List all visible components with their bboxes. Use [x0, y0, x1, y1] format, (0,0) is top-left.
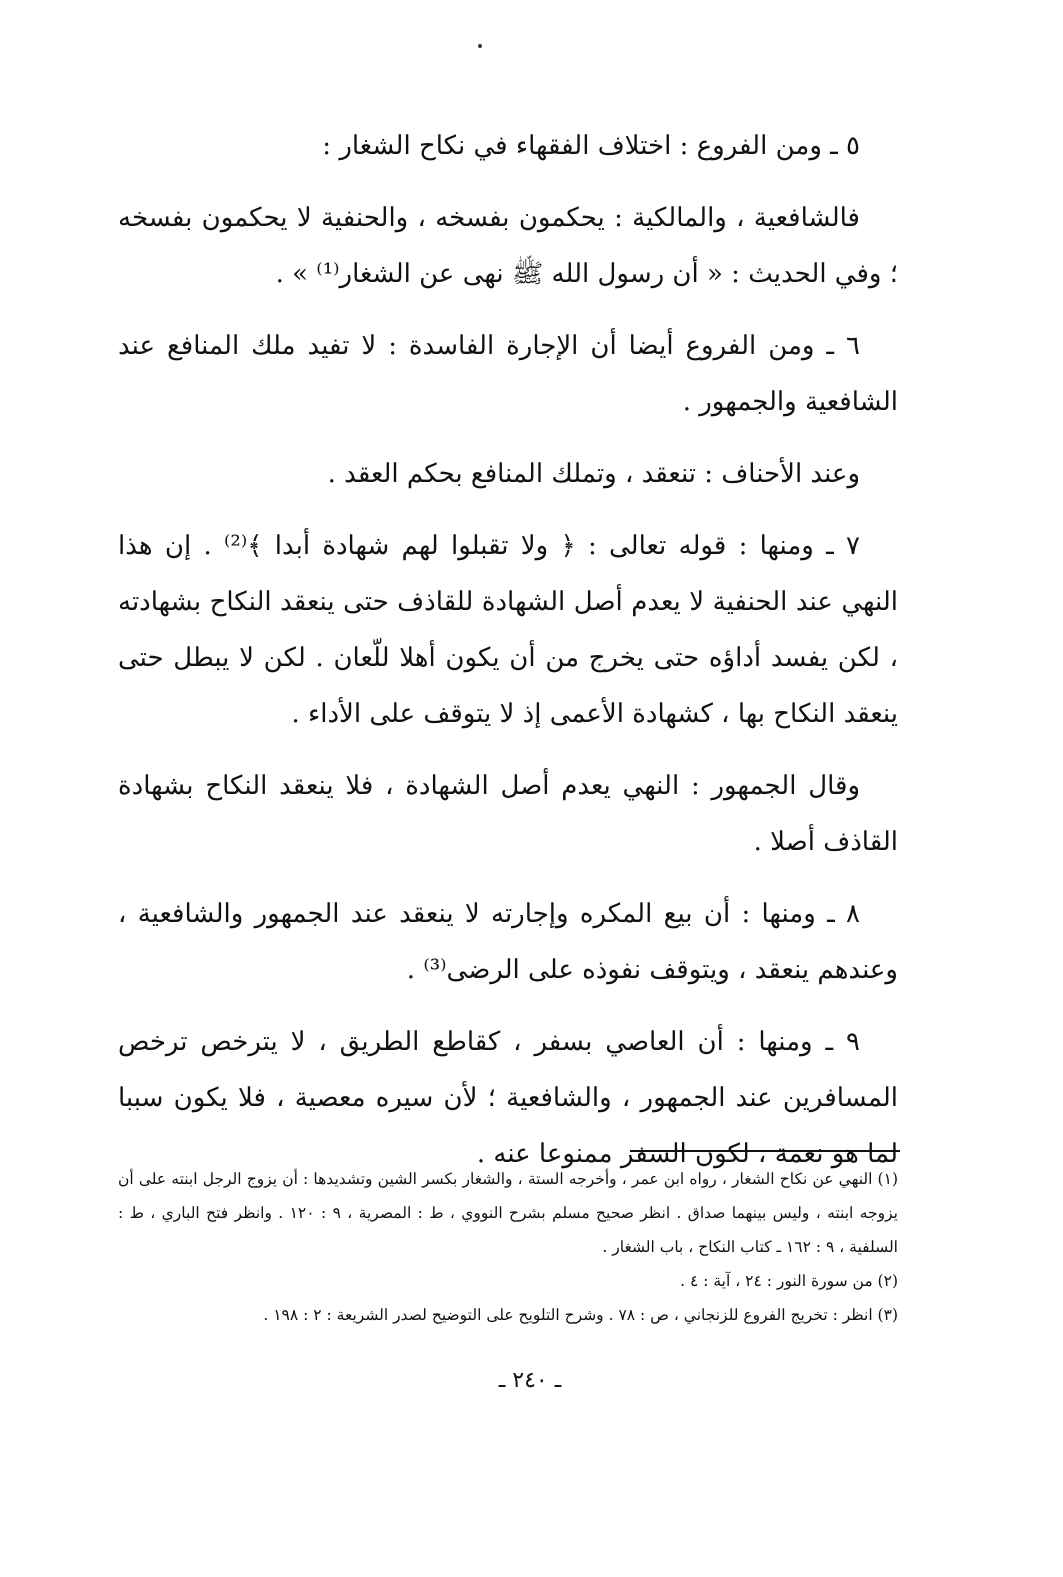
footnote-1: (١) النهي عن نكاح الشغار ، رواه ابن عمر ، وأخرجه الستة ، والشغار بكسر الشين وتشديدها : أن يزوج الرجل ابنته على أن يزوجه ابنته ، وليس بينهما صداق . انظر صحيح مسلم بشرح النووي ، ط : المصرية ، ٩ : ١٢٠ . وانظر فتح الباري ، ط : السلفية ، ٩ : ١٦٢ ـ كتاب النكاح ، باب الشغار . [118, 1170, 898, 1256]
page-mark [478, 44, 482, 48]
paragraph-9: ٩ ـ ومنها : أن العاصي بسفر ، كقاطع الطريق ، لا يترخص ترخص المسافرين عند الجمهور ، والشافعية ؛ لأن سيره معصية ، فلا يكون سببا لما هو نعمة ، لكون السفر ممنوعا عنه . [118, 1027, 898, 1169]
paragraph-5: ٥ ـ ومن الفروع : اختلاف الفقهاء في نكاح الشغار : [322, 131, 860, 161]
paragraph-7: ٧ ـ ومنها : قوله تعالى : ﴿ ولا تقبلوا لهم شهادة أبدا ﴾⁽²⁾ . إن هذا النهي عند الحنفية لا يعدم أصل الشهادة للقاذف حتى ينعقد النكاح بشهادته ، لكن يفسد أداؤه حتى يخرج من أن يكون أهلا للّعان . لكن لا يبطل حتى ينعقد النكاح بها ، كشهادة الأعمى إذ لا يتوقف على الأداء . [118, 531, 898, 729]
paragraph-8: ٨ ـ ومنها : أن بيع المكره وإجارته لا ينعقد عند الجمهور والشافعية ، وعندهم ينعقد ، ويتوقف نفوذه على الرضى⁽³⁾ . [118, 899, 898, 985]
main-text [118, 118, 898, 1182]
paragraph-shafiiya: فالشافعية ، والمالكية : يحكمون بفسخه ، والحنفية لا يحكمون بفسخه ؛ وفي الحديث : « أن رسول الله ﷺ نهى عن الشغار⁽¹⁾ » . [118, 203, 898, 289]
footnote-3: (٣) انظر : تخريج الفروع للزنجاني ، ص : ٧٨ . وشرح التلويح على التوضيح لصدر الشريعة : ٢ : ١٩٨ . [263, 1306, 898, 1324]
paragraph-6: ٦ ـ ومن الفروع أيضا أن الإجارة الفاسدة : لا تفيد ملك المنافع عند الشافعية والجمهور . [118, 331, 898, 417]
footnote-divider [630, 1150, 900, 1152]
paragraph-ahnaf: وعند الأحناف : تنعقد ، وتملك المنافع بحكم العقد . [327, 459, 860, 489]
footnotes [118, 1162, 898, 1332]
page-number: ـ ٢٤٠ ـ [498, 1368, 562, 1393]
paragraph-jumhur: وقال الجمهور : النهي يعدم أصل الشهادة ، فلا ينعقد النكاح بشهادة القاذف أصلا . [118, 771, 898, 857]
footnote-2: (٢) من سورة النور : ٢٤ ، آية : ٤ . [680, 1272, 898, 1290]
